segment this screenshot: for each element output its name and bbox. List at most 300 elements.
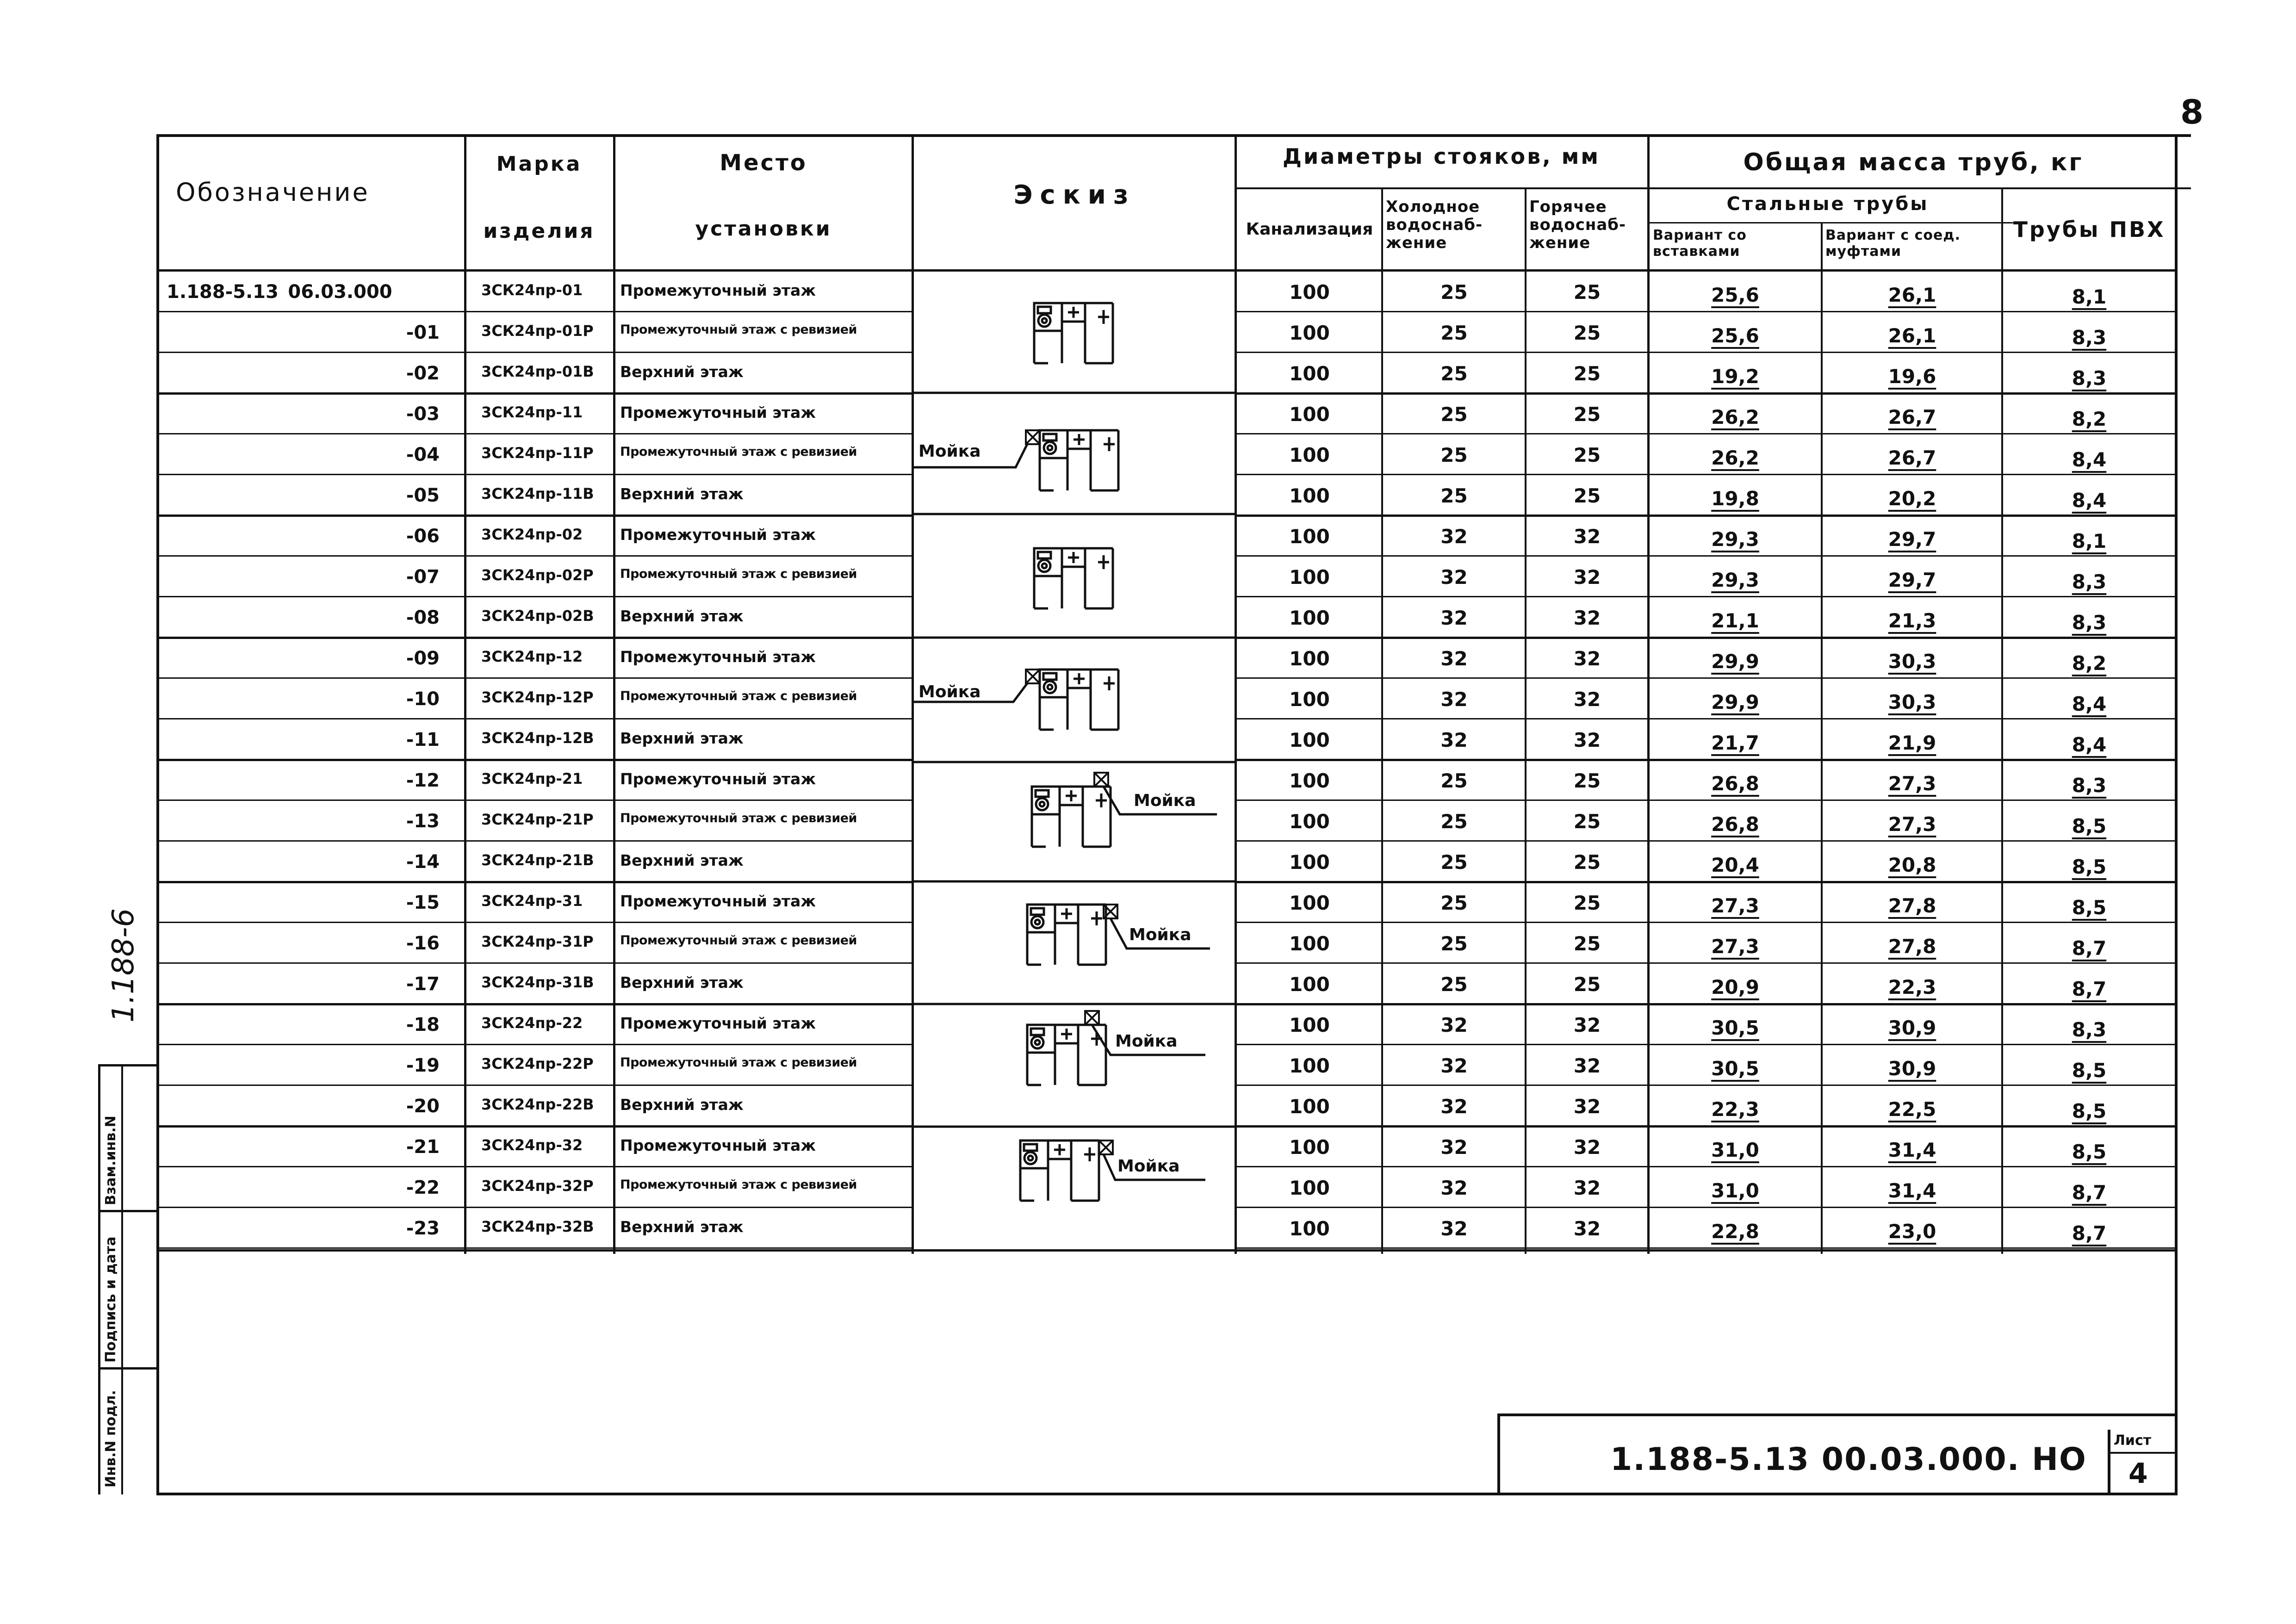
row-mark: 3СК24пр-21В	[481, 851, 594, 869]
row-place: Верхний этаж	[620, 485, 744, 503]
row-mark: 3СК24пр-02В	[481, 607, 594, 625]
row-mark: 3СК24пр-31	[481, 892, 583, 910]
row-hot-diameter: 25	[1573, 769, 1601, 792]
row-separator	[157, 759, 912, 761]
row-separator	[157, 840, 912, 842]
header-hot: Горячее водоснаб-жение	[1529, 198, 1626, 253]
row-mass-pvc: 8,3	[2072, 570, 2107, 593]
row-separator	[1235, 352, 2177, 353]
row-designation-prefix: 1.188-5.13	[167, 281, 279, 303]
row-mass-inserts: 19,8	[1711, 487, 1759, 510]
row-hot-diameter: 32	[1573, 1177, 1601, 1199]
row-separator	[1235, 922, 2177, 923]
row-separator	[1235, 637, 2177, 639]
row-separator	[157, 392, 912, 395]
sketch-sink-box-4	[1026, 669, 1040, 683]
row-mass-inserts: 26,2	[1711, 446, 1759, 469]
row-separator	[1235, 1247, 2177, 1249]
row-mass-couplings: 30,9	[1888, 1057, 1936, 1080]
row-mass-couplings: 19,6	[1888, 365, 1936, 388]
row-mass-inserts: 20,4	[1711, 854, 1759, 876]
row-separator	[1235, 1003, 2177, 1005]
col-line-place	[613, 134, 615, 1254]
header-cold: Холодное водоснаб-жение	[1386, 198, 1483, 253]
title-block-top	[1499, 1413, 2175, 1416]
row-separator	[157, 1207, 912, 1208]
sketch-fixture-7	[1027, 1025, 1106, 1085]
row-sewer-diameter: 100	[1289, 892, 1330, 914]
sketch-label-sink-7: Мойка	[1115, 1032, 1178, 1051]
side-block-border-left	[98, 1064, 100, 1494]
row-mark: 3СК24пр-31В	[481, 973, 594, 991]
row-hot-diameter: 32	[1573, 566, 1601, 589]
row-place: Промежуточный этаж с ревизией	[620, 811, 857, 825]
sheet-label: Лист	[2114, 1432, 2152, 1449]
header-steel: Стальные трубы	[1726, 193, 1929, 215]
row-place: Промежуточный этаж	[620, 770, 816, 788]
sketches	[914, 271, 1235, 1249]
header-place-2: установки	[695, 217, 832, 241]
row-place: Верхний этаж	[620, 973, 744, 992]
side-stamp: 1.188-6	[106, 908, 141, 1023]
row-mass-couplings: 29,7	[1888, 528, 1936, 551]
row-sewer-diameter: 100	[1289, 729, 1330, 751]
row-designation: -05	[406, 485, 440, 506]
row-cold-diameter: 25	[1440, 769, 1468, 792]
row-place: Верхний этаж	[620, 1218, 744, 1236]
row-cold-diameter: 32	[1440, 729, 1468, 751]
header-pvc: Трубы ПВХ	[2013, 217, 2166, 242]
row-hot-diameter: 25	[1573, 322, 1601, 344]
row-sewer-diameter: 100	[1289, 851, 1330, 874]
row-sewer-diameter: 100	[1289, 484, 1330, 507]
row-sewer-diameter: 100	[1289, 607, 1330, 629]
row-separator	[157, 637, 912, 639]
row-mark: 3СК24пр-32В	[481, 1218, 594, 1235]
row-separator	[1235, 1207, 2177, 1208]
page-number: 8	[2180, 93, 2204, 131]
row-cold-diameter: 25	[1440, 810, 1468, 833]
row-mass-couplings: 22,3	[1888, 976, 1936, 998]
row-hot-diameter: 25	[1573, 403, 1601, 426]
row-designation: -20	[406, 1096, 440, 1117]
row-cold-diameter: 32	[1440, 566, 1468, 589]
row-hot-diameter: 32	[1573, 688, 1601, 711]
header-var-inserts: Вариант со вставками	[1653, 227, 1747, 260]
row-sewer-diameter: 100	[1289, 322, 1330, 344]
row-designation: -06	[406, 526, 440, 547]
row-hot-diameter: 25	[1573, 973, 1601, 996]
col-line-pvc	[2001, 187, 2003, 1254]
row-hot-diameter: 25	[1573, 444, 1601, 466]
side-block-divider-2	[98, 1367, 158, 1370]
row-designation: -07	[406, 566, 440, 588]
sketch-sink-box-8	[1099, 1141, 1113, 1154]
row-mass-couplings: 26,7	[1888, 446, 1936, 469]
row-place: Промежуточный этаж	[620, 648, 816, 666]
row-cold-diameter: 25	[1440, 484, 1468, 507]
row-mass-pvc: 8,2	[2072, 408, 2107, 430]
row-mass-couplings: 30,9	[1888, 1017, 1936, 1039]
header-var-couplings: Вариант с соед. муфтами	[1825, 227, 1961, 260]
row-mark: 3СК24пр-11Р	[481, 444, 594, 462]
row-hot-diameter: 32	[1573, 1014, 1601, 1036]
sketch-fixture-8	[1020, 1141, 1099, 1201]
row-place: Промежуточный этаж с ревизией	[620, 1055, 857, 1070]
row-separator	[157, 1247, 912, 1249]
row-mass-couplings: 26,1	[1888, 324, 1936, 347]
side-label-inv-podl: Инв.N подл.	[103, 1390, 119, 1488]
row-hot-diameter: 32	[1573, 1054, 1601, 1077]
sketch-fixture-6	[1027, 905, 1106, 965]
row-designation: -13	[406, 811, 440, 832]
row-hot-diameter: 32	[1573, 1217, 1601, 1240]
row-separator	[1235, 311, 2177, 312]
row-hot-diameter: 25	[1573, 810, 1601, 833]
row-cold-diameter: 32	[1440, 688, 1468, 711]
row-mass-pvc: 8,5	[2072, 1141, 2107, 1163]
row-designation: -08	[406, 607, 440, 628]
row-sewer-diameter: 100	[1289, 403, 1330, 426]
sketch-fixture-1	[1034, 303, 1113, 363]
row-cold-diameter: 32	[1440, 525, 1468, 548]
row-mass-pvc: 8,2	[2072, 652, 2107, 675]
row-separator	[1235, 555, 2177, 557]
row-mass-couplings: 26,7	[1888, 406, 1936, 428]
title-block-sheet-div	[2108, 1430, 2110, 1494]
row-cold-diameter: 25	[1440, 973, 1468, 996]
row-designation: -01	[406, 322, 440, 343]
table-border-left	[156, 134, 159, 1494]
row-separator	[1235, 433, 2177, 434]
row-separator	[1235, 677, 2177, 679]
row-separator	[157, 555, 912, 557]
row-mass-inserts: 30,5	[1711, 1017, 1759, 1039]
row-designation: -22	[406, 1177, 440, 1198]
row-separator	[157, 514, 912, 517]
row-mass-inserts: 25,6	[1711, 324, 1759, 347]
row-mass-pvc: 8,7	[2072, 978, 2107, 1000]
side-label-podpis: Подпись и дата	[103, 1236, 119, 1363]
row-cold-diameter: 32	[1440, 647, 1468, 670]
row-mass-inserts: 21,1	[1711, 609, 1759, 632]
row-mass-couplings: 31,4	[1888, 1139, 1936, 1161]
row-mass-couplings: 21,9	[1888, 731, 1936, 754]
side-label-vzam: Взам.инв.N	[103, 1116, 119, 1205]
row-hot-diameter: 32	[1573, 525, 1601, 548]
row-designation: -23	[406, 1218, 440, 1239]
side-block-border-top	[98, 1064, 158, 1066]
row-mark: 3СК24пр-12В	[481, 729, 594, 747]
row-separator	[157, 1085, 912, 1086]
sketch-sink-box-2	[1026, 430, 1040, 444]
row-mass-inserts: 29,3	[1711, 528, 1759, 551]
row-cold-diameter: 32	[1440, 1054, 1468, 1077]
row-separator	[1235, 392, 2177, 395]
row-mass-inserts: 22,3	[1711, 1098, 1759, 1121]
header-place-1: Место	[720, 150, 807, 176]
header-designation: Обозначение	[176, 178, 370, 207]
row-mark: 3СК24пр-01Р	[481, 322, 594, 340]
header-sewer: Канализация	[1246, 220, 1373, 239]
row-mark: 3СК24пр-22	[481, 1014, 583, 1032]
row-place: Промежуточный этаж с ревизией	[620, 567, 857, 581]
row-cold-diameter: 25	[1440, 362, 1468, 385]
row-mass-couplings: 29,7	[1888, 569, 1936, 591]
row-mass-couplings: 27,8	[1888, 935, 1936, 958]
row-designation: -21	[406, 1136, 440, 1158]
row-separator	[1235, 759, 2177, 761]
row-separator	[157, 1003, 912, 1005]
row-mark: 3СК24пр-02	[481, 526, 583, 543]
row-sewer-diameter: 100	[1289, 281, 1330, 304]
row-mass-inserts: 31,0	[1711, 1179, 1759, 1202]
row-cold-diameter: 32	[1440, 607, 1468, 629]
row-mass-couplings: 21,3	[1888, 609, 1936, 632]
row-mark: 3СК24пр-21Р	[481, 811, 594, 828]
row-designation: -19	[406, 1055, 440, 1076]
row-cold-diameter: 32	[1440, 1014, 1468, 1036]
row-cold-diameter: 32	[1440, 1095, 1468, 1118]
row-separator	[157, 1125, 912, 1128]
row-mass-couplings: 26,1	[1888, 284, 1936, 306]
row-sewer-diameter: 100	[1289, 647, 1330, 670]
sketch-label-sink-6: Мойка	[1129, 925, 1191, 944]
row-separator	[157, 962, 912, 964]
row-mass-pvc: 8,3	[2072, 774, 2107, 797]
row-separator	[157, 1044, 912, 1045]
row-separator	[157, 433, 912, 434]
row-separator	[1235, 514, 2177, 517]
row-hot-diameter: 25	[1573, 281, 1601, 304]
table-border-top	[157, 134, 2191, 137]
row-mass-pvc: 8,7	[2072, 1181, 2107, 1204]
row-mark: 3СК24пр-12Р	[481, 688, 594, 706]
row-cold-diameter: 25	[1440, 932, 1468, 955]
row-designation: 06.03.000	[288, 281, 392, 303]
row-separator	[157, 718, 912, 719]
row-designation: -16	[406, 933, 440, 954]
row-sewer-diameter: 100	[1289, 932, 1330, 955]
row-cold-diameter: 25	[1440, 403, 1468, 426]
row-separator	[1235, 962, 2177, 964]
row-mass-inserts: 29,9	[1711, 650, 1759, 673]
row-separator	[157, 800, 912, 801]
row-mass-couplings: 22,5	[1888, 1098, 1936, 1121]
row-designation: -02	[406, 363, 440, 384]
row-sewer-diameter: 100	[1289, 688, 1330, 711]
row-mass-couplings: 31,4	[1888, 1179, 1936, 1202]
sketch-fixture-5	[1032, 787, 1111, 847]
row-mass-couplings: 20,8	[1888, 854, 1936, 876]
row-mark: 3СК24пр-32	[481, 1136, 583, 1154]
row-designation: -11	[406, 729, 440, 750]
table-border-right	[2175, 134, 2178, 1494]
row-separator	[157, 677, 912, 679]
row-place: Промежуточный этаж	[620, 892, 816, 910]
row-mass-inserts: 26,2	[1711, 406, 1759, 428]
row-designation: -14	[406, 851, 440, 873]
row-mass-inserts: 20,9	[1711, 976, 1759, 998]
row-mass-pvc: 8,1	[2072, 530, 2107, 552]
row-mass-pvc: 8,4	[2072, 489, 2107, 512]
row-mark: 3СК24пр-22Р	[481, 1055, 594, 1072]
row-hot-diameter: 32	[1573, 729, 1601, 751]
row-separator	[1235, 881, 2177, 883]
col-line-coupling	[1821, 222, 1823, 1254]
row-hot-diameter: 32	[1573, 1095, 1601, 1118]
row-place: Промежуточный этаж с ревизией	[620, 445, 857, 459]
row-mass-inserts: 21,7	[1711, 731, 1759, 754]
row-mass-pvc: 8,4	[2072, 448, 2107, 471]
row-cold-diameter: 32	[1440, 1136, 1468, 1159]
row-place: Промежуточный этаж	[620, 1014, 816, 1032]
row-mass-pvc: 8,7	[2072, 1222, 2107, 1245]
row-sewer-diameter: 100	[1289, 1095, 1330, 1118]
row-mark: 3СК24пр-11В	[481, 485, 594, 502]
sketch-sink-box-7	[1085, 1011, 1099, 1025]
row-separator	[157, 881, 912, 883]
sketch-label-sink-4: Мойка	[918, 682, 981, 701]
table-border-bottom	[156, 1493, 2178, 1495]
row-mass-inserts: 29,3	[1711, 569, 1759, 591]
row-mass-pvc: 8,3	[2072, 1018, 2107, 1041]
row-place: Промежуточный этаж с ревизией	[620, 689, 857, 703]
row-place: Промежуточный этаж	[620, 403, 816, 421]
row-mass-inserts: 31,0	[1711, 1139, 1759, 1161]
sketch-sink-box-5	[1094, 773, 1108, 787]
row-sewer-diameter: 100	[1289, 810, 1330, 833]
row-mass-couplings: 27,3	[1888, 813, 1936, 836]
row-mark: 3СК24пр-11	[481, 403, 583, 421]
row-separator	[1235, 1125, 2177, 1128]
row-mark: 3СК24пр-32Р	[481, 1177, 594, 1195]
row-designation: -03	[406, 403, 440, 425]
row-designation: -12	[406, 770, 440, 791]
row-place: Верхний этаж	[620, 851, 744, 869]
row-place: Промежуточный этаж	[620, 526, 816, 544]
header-mark-1: Марка	[496, 152, 582, 176]
row-separator	[157, 474, 912, 475]
row-designation: -18	[406, 1014, 440, 1035]
sketch-fixture-3	[1034, 548, 1113, 608]
side-block-divider-1	[98, 1210, 158, 1212]
row-mass-pvc: 8,7	[2072, 937, 2107, 960]
steel-sub-line	[1647, 222, 2013, 223]
row-mass-couplings: 27,3	[1888, 772, 1936, 795]
row-separator	[157, 596, 912, 597]
row-place: Промежуточный этаж	[620, 281, 816, 299]
row-mass-couplings: 30,3	[1888, 650, 1936, 673]
row-mark: 3СК24пр-21	[481, 770, 583, 787]
sketch-label-sink-5: Мойка	[1134, 791, 1196, 810]
row-sewer-diameter: 100	[1289, 1177, 1330, 1199]
row-sewer-diameter: 100	[1289, 1054, 1330, 1077]
row-separator	[1235, 1044, 2177, 1045]
col-line-cold	[1381, 187, 1383, 1254]
row-mark: 3СК24пр-01	[481, 281, 583, 299]
row-separator	[1235, 1085, 2177, 1086]
row-designation: -15	[406, 892, 440, 913]
row-mass-inserts: 25,6	[1711, 284, 1759, 306]
col-line-hot	[1525, 187, 1527, 1254]
row-place: Верхний этаж	[620, 1096, 744, 1114]
row-sewer-diameter: 100	[1289, 525, 1330, 548]
row-hot-diameter: 32	[1573, 607, 1601, 629]
row-sewer-diameter: 100	[1289, 769, 1330, 792]
row-designation: -10	[406, 688, 440, 710]
row-mass-inserts: 30,5	[1711, 1057, 1759, 1080]
row-mass-pvc: 8,3	[2072, 367, 2107, 390]
row-mark: 3СК24пр-01В	[481, 363, 594, 380]
row-separator	[1235, 840, 2177, 842]
row-sewer-diameter: 100	[1289, 1014, 1330, 1036]
row-mass-inserts: 26,8	[1711, 813, 1759, 836]
title-block-sheet-hdiv	[2108, 1452, 2177, 1454]
row-mark: 3СК24пр-02Р	[481, 566, 594, 584]
title-block-left	[1497, 1413, 1500, 1494]
row-place: Промежуточный этаж с ревизией	[620, 933, 857, 948]
row-separator	[1235, 474, 2177, 475]
row-mark: 3СК24пр-12	[481, 648, 583, 665]
row-place: Промежуточный этаж с ревизией	[620, 1178, 857, 1192]
row-hot-diameter: 25	[1573, 892, 1601, 914]
row-designation: -09	[406, 648, 440, 669]
sketch-label-sink-2: Мойка	[918, 442, 981, 461]
row-sewer-diameter: 100	[1289, 362, 1330, 385]
row-cold-diameter: 32	[1440, 1177, 1468, 1199]
row-place: Верхний этаж	[620, 363, 744, 381]
row-mass-couplings: 23,0	[1888, 1220, 1936, 1243]
row-sewer-diameter: 100	[1289, 1217, 1330, 1240]
row-mass-pvc: 8,3	[2072, 611, 2107, 634]
row-place: Промежуточный этаж с ревизией	[620, 322, 857, 337]
row-separator	[1235, 1166, 2177, 1167]
row-hot-diameter: 25	[1573, 932, 1601, 955]
row-mass-pvc: 8,5	[2072, 815, 2107, 837]
sketch-fixture-4	[1040, 669, 1118, 730]
row-hot-diameter: 32	[1573, 647, 1601, 670]
header-sketch: Эскиз	[1013, 180, 1136, 210]
row-place: Верхний этаж	[620, 607, 744, 625]
row-mark: 3СК24пр-31Р	[481, 933, 594, 950]
header-total-mass: Общая масса труб, кг	[1743, 149, 2084, 176]
row-mass-inserts: 19,2	[1711, 365, 1759, 388]
row-mass-inserts: 27,3	[1711, 894, 1759, 917]
sketch-fixture-2	[1040, 430, 1118, 490]
row-mass-inserts: 26,8	[1711, 772, 1759, 795]
row-hot-diameter: 25	[1573, 484, 1601, 507]
row-cold-diameter: 25	[1440, 444, 1468, 466]
row-mass-pvc: 8,4	[2072, 733, 2107, 756]
row-separator	[1235, 718, 2177, 719]
header-diameters: Диаметры стояков, мм	[1283, 144, 1600, 169]
row-mass-pvc: 8,5	[2072, 1100, 2107, 1122]
row-mass-couplings: 20,2	[1888, 487, 1936, 510]
side-block-divider-v	[121, 1064, 123, 1494]
row-cold-diameter: 25	[1440, 851, 1468, 874]
sheet-number: 4	[2128, 1457, 2148, 1490]
row-hot-diameter: 25	[1573, 851, 1601, 874]
row-designation: -04	[406, 444, 440, 465]
row-mark: 3СК24пр-22В	[481, 1096, 594, 1113]
row-cold-diameter: 32	[1440, 1217, 1468, 1240]
row-cold-diameter: 25	[1440, 892, 1468, 914]
row-mass-inserts: 27,3	[1711, 935, 1759, 958]
row-sewer-diameter: 100	[1289, 444, 1330, 466]
row-mass-inserts: 29,9	[1711, 691, 1759, 713]
row-mass-pvc: 8,5	[2072, 1059, 2107, 1082]
